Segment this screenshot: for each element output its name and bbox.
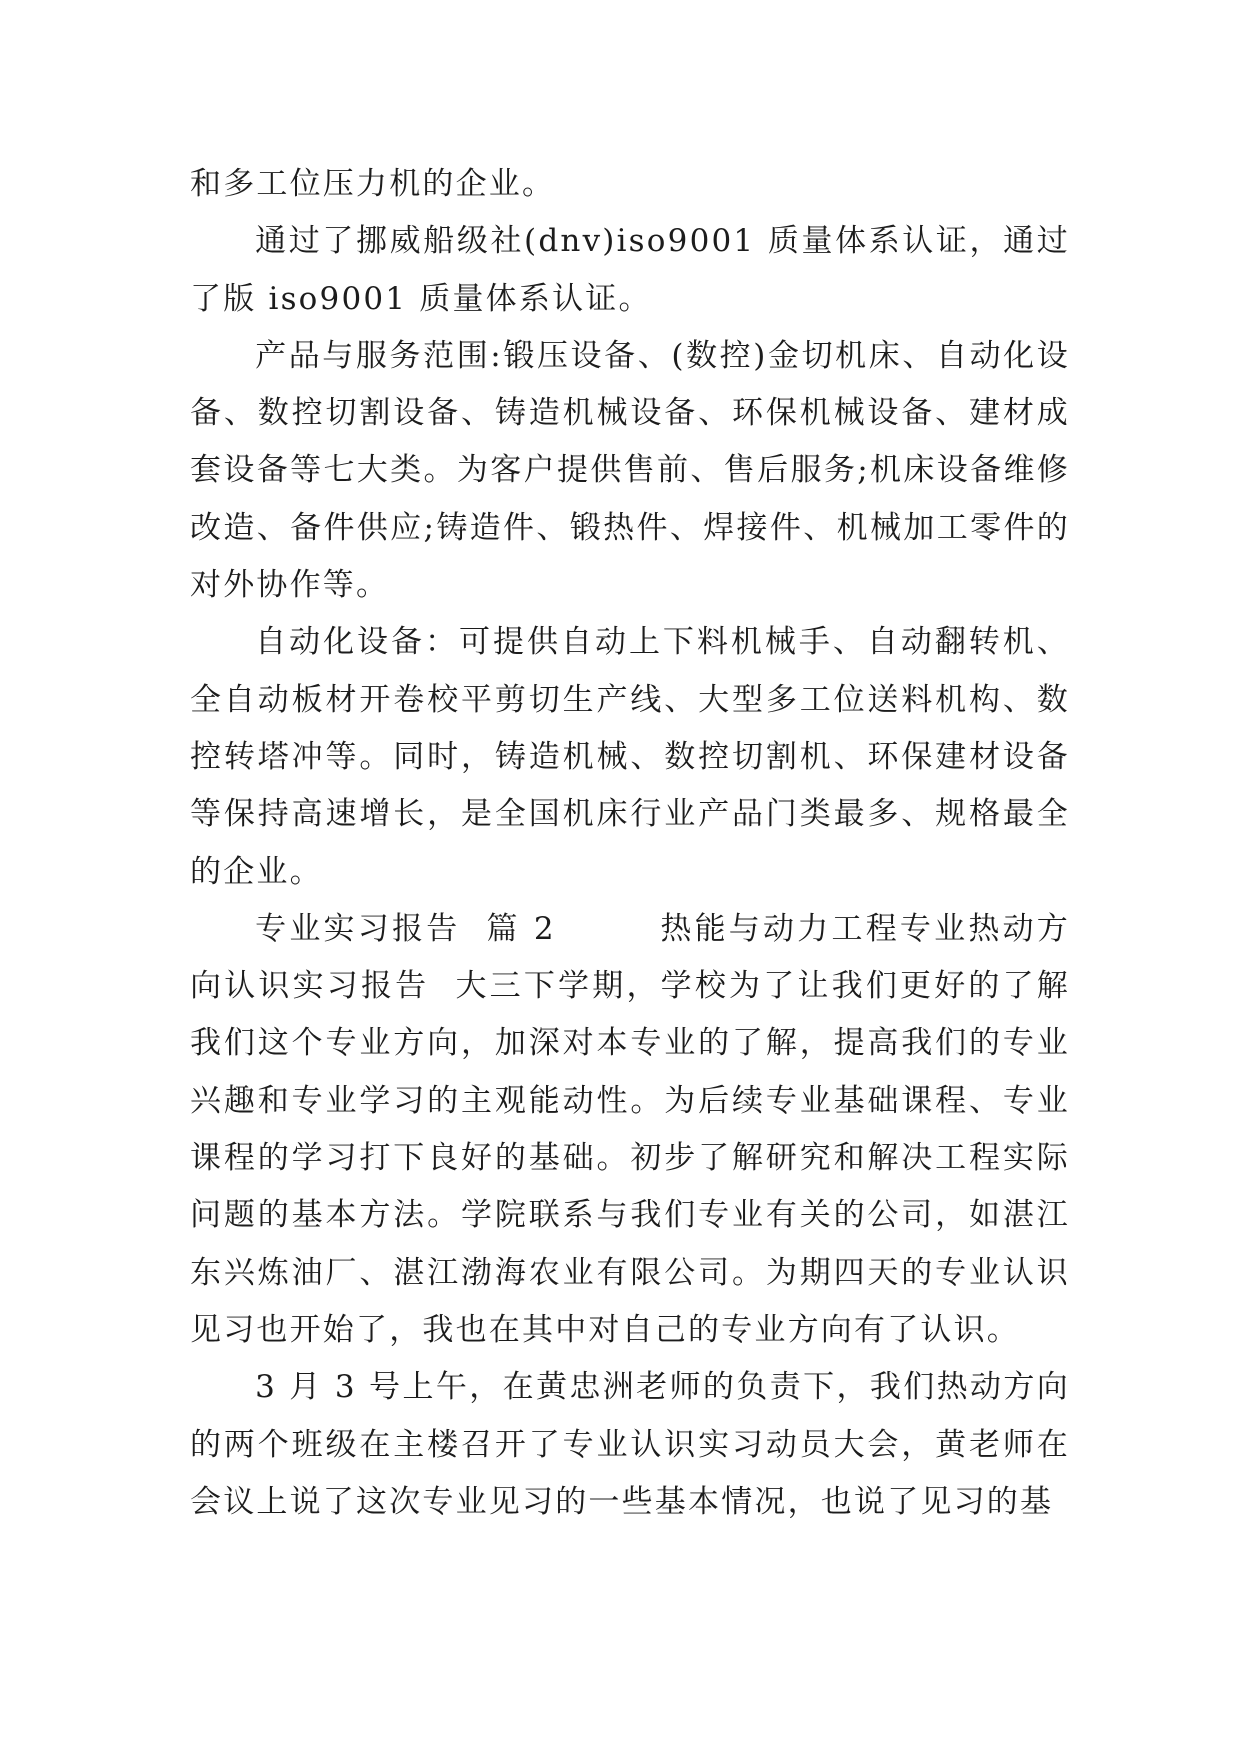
paragraph-company-intro-end: 和多工位压力机的企业。 (190, 166, 556, 202)
paragraph-automation-equipment: 自动化设备：可提供自动上下料机械手、自动翻转机、全自动板材开卷校平剪切生产线、大型多工位送料机构、数控转塔冲等。同时，铸造机械、数控切割机、环保建材设备等保持高速增长，是全国机床行业产品门类最多、规格最全的企业。 (190, 624, 1070, 890)
paragraph-products-services: 产品与服务范围:锻压设备、(数控)金切机床、自动化设备、数控切割设备、铸造机械设备、环保机械设备、建材成套设备等七大类。为客户提供售前、售后服务;机床设备维修改造、备件供应;铸造件、锻热件、焊接件、机械加工零件的对外协作等。 (190, 337, 1070, 604)
paragraph-march-3-meeting: 3 月 3 号上午，在黄忠洲老师的负责下，我们热动方向的两个班级在主楼召开了专业认识实习动员大会，黄老师在会议上说了这次专业见习的一些基本情况，也说了见习的基 (190, 1369, 1070, 1520)
paragraph-certification: 通过了挪威船级社(dnv)iso9001 质量体系认证，通过了版 iso9001 质量体系认证。 (190, 223, 1070, 317)
paragraph-report-2-intro: 专业实习报告 篇 2 热能与动力工程专业热动方向认识实习报告 大三下学期，学校为了让我们更好的了解我们这个专业方向，加深对本专业的了解，提高我们的专业兴趣和专业学习的主观能动性。为后续专业基础课程、专业课程的学习打下良好的基础。初步了解研究和解决工程实际问题的基本方法。学院联系与我们专业有关的公司，如湛江东兴炼油厂、湛江渤海农业有限公司。为期四天的专业认识见习也开始了，我也在其中对自己的专业方向有了认识。 (190, 910, 1070, 1348)
document-body (190, 156, 1070, 1531)
